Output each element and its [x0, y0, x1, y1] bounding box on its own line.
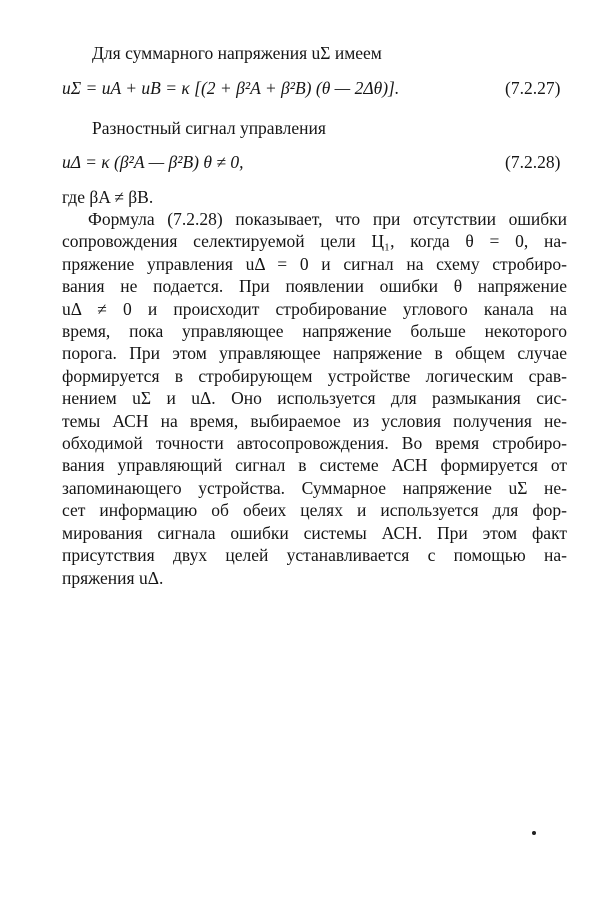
- paragraph-line: порога. При этом управляющее напряжение в общем случае: [62, 343, 567, 364]
- equation-number-7-2-27: (7.2.27): [505, 78, 561, 98]
- where-line: где βA ≠ βB.: [62, 187, 154, 207]
- equation-7-2-27: uΣ = uA + uB = κ [(2 + β²A + β²B) (θ — 2Δθ)].: [62, 78, 400, 98]
- paragraph-line: присутствия двух целей устанавливается с помощью на-: [62, 545, 567, 566]
- paragraph-line: формируется в стробирующем устройстве логическим срав-: [62, 365, 567, 386]
- paragraph-line: Формула (7.2.28) показывает, что при отсутствии ошибки: [88, 209, 567, 229]
- paragraph-line: время, пока управляющее напряжение больше некоторого: [62, 321, 567, 342]
- paragraph-line: сет информацию об обеих целях и используется для фор-: [62, 500, 567, 521]
- scan-speck: [532, 831, 536, 835]
- paragraph-line: вания не подается. При появлении ошибки θ напряжение: [62, 276, 567, 297]
- paragraph-line: пряжения uΔ.: [62, 567, 164, 588]
- paragraph-line: вания управляющий сигнал в системе АСН формируется от: [62, 455, 567, 476]
- equation-7-2-28: uΔ = κ (β²A — β²B) θ ≠ 0,: [62, 152, 244, 172]
- paragraph-line: обходимой точности автосопровождения. Во время стробиро-: [62, 433, 567, 454]
- paragraph-line: запоминающего устройства. Суммарное напряжение uΣ не-: [62, 477, 567, 498]
- paragraph-line: пряжение управления uΔ = 0 и сигнал на схему стробиро-: [62, 253, 567, 274]
- body-paragraph: [62, 208, 567, 589]
- paragraph-line: темы АСН на время, выбираемое из условия получения не-: [62, 410, 567, 431]
- paragraph-line: сопровождения селектируемой цели Ц₁, когда θ = 0, на-: [62, 231, 567, 252]
- paragraph-line: мирования сигнала ошибки системы АСН. При этом факт: [62, 522, 567, 543]
- paragraph-line: нением uΣ и uΔ. Оно используется для размыкания сис-: [62, 388, 567, 409]
- paragraph-line: uΔ ≠ 0 и происходит стробирование углового канала на: [62, 298, 567, 319]
- difference-signal-line: Разностный сигнал управления: [92, 118, 326, 138]
- equation-number-7-2-28: (7.2.28): [505, 152, 561, 172]
- intro-line: Для суммарного напряжения uΣ имеем: [92, 43, 382, 63]
